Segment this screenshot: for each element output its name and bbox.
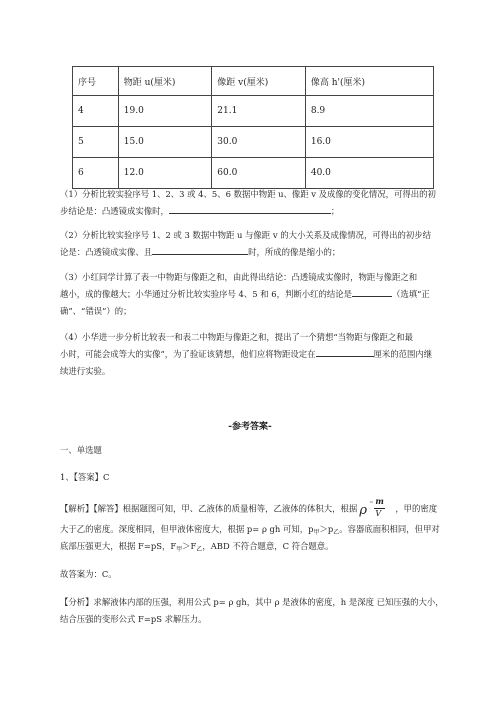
table-cell: 60.0 — [212, 158, 306, 189]
question-text-line — [60, 346, 444, 363]
table-cell: 15.0 — [118, 127, 212, 158]
analysis-text: ，ABD 不符合题意，C 符合题意。 — [202, 541, 334, 551]
question-text: （2）分析比较实验序号 1、2 或 3 数据中物距 u 与像距 v 的大小关系及成像情况，可得出的初步结 — [60, 230, 431, 240]
table-cell: 21.1 — [212, 96, 306, 127]
answer-blank[interactable] — [352, 287, 392, 297]
question-text: 时，所成的像是缩小的； — [248, 247, 341, 257]
table-cell: 4 — [73, 96, 119, 127]
subscript: 乙 — [333, 529, 340, 536]
question-3 — [60, 269, 444, 320]
table-header-cell: 像距 v(厘米) — [212, 67, 306, 96]
fenxi-line: 【分析】求解液体内部的压强，利用公式 p= ρ gh，其中 ρ 是液体的密度，h 是深度 已知压强的大小， — [60, 597, 444, 607]
table-cell: 8.9 — [305, 96, 433, 127]
analysis-line — [60, 498, 437, 520]
table-cell: 19.0 — [118, 96, 212, 127]
table-row — [73, 158, 434, 189]
question-text: 步结论是：凸透镜成实像时， — [60, 206, 169, 216]
analysis-line — [60, 523, 440, 536]
density-formula — [359, 498, 393, 520]
question-text-line — [60, 203, 444, 220]
question-text: （3）小红同学计算了表一中物距与像距之和，由此得出结论：凸透镜成实像时，物距与像距之和 — [60, 272, 418, 282]
table-header-row — [73, 67, 434, 96]
question-text-line — [60, 286, 444, 303]
formula-numerator: m — [375, 496, 384, 506]
formula-equals: = — [369, 500, 374, 506]
table-row — [73, 127, 434, 158]
fenxi-line: 结合压强的变形公式 F=pS 求解压力。 — [60, 614, 207, 624]
question-text: （4）小华进一步分析比较表一和表二中物距与像距之和，提出了一个猜想“当物距与像距之和最 — [60, 332, 413, 342]
question-text: （选填“正 — [391, 289, 430, 299]
analysis-line — [60, 540, 334, 553]
question-text: 论是：凸透镜成实像、且 — [60, 247, 153, 257]
question-text: 厘米的范围内继 — [373, 349, 433, 359]
experiment-data-table — [72, 66, 434, 189]
question-text: 越小，成的像越大；小华通过分析比较实验序号 4、5 和 6，判断小红的结论是 — [60, 289, 352, 299]
analysis-text: 。容器底面积相同，但甲对 — [339, 524, 440, 534]
analysis-text: ＞p — [319, 524, 334, 534]
table-cell: 6 — [73, 158, 119, 189]
subscript: 甲 — [176, 546, 183, 553]
question-1 — [60, 186, 444, 220]
table-row — [73, 96, 434, 127]
analysis-text: ，甲的密度 — [395, 503, 438, 514]
analysis-text: 底部压强更大，根据 F=pS，F — [60, 541, 177, 551]
table-cell: 30.0 — [212, 127, 306, 158]
table-cell: 12.0 — [118, 158, 212, 189]
table-header-cell: 像高 h'(厘米) — [305, 67, 433, 96]
question-text-line — [60, 244, 444, 261]
section-heading: 一、单选题 — [60, 445, 102, 455]
table-header-cell: 序号 — [73, 67, 119, 96]
analysis-text: 【解析】【解答】根据题图可知，甲、乙液体的质量相等，乙液体的体积大，根据 — [60, 503, 358, 514]
subscript: 甲 — [313, 529, 320, 536]
table-cell: 5 — [73, 127, 119, 158]
formula-rho: ρ — [359, 503, 367, 518]
question-2 — [60, 227, 444, 261]
answer-blank[interactable] — [316, 347, 374, 357]
question-text: ； — [330, 206, 340, 216]
analysis-text: 大于乙的密度。深度相同，但甲液体密度大，根据 p= ρ gh 可知，p — [60, 524, 314, 534]
conclusion-text: 故答案为：C。 — [60, 569, 117, 579]
formula-denominator: V — [375, 509, 382, 518]
question-4 — [60, 329, 444, 380]
analysis-text: ＞F — [182, 541, 197, 551]
table-cell: 16.0 — [305, 127, 433, 158]
question-text: 确”、“错误”）的； — [60, 306, 132, 316]
question-text: 小时，可能会成等大的实像”，为了验证该猜想，他们应将物距设定在 — [60, 349, 316, 359]
subscript: 乙 — [196, 546, 203, 553]
answer-key-title: -参考答案- — [228, 422, 272, 432]
answer-blank[interactable] — [169, 204, 331, 214]
question-text: （1）分析比较实验序号 1、2、3 或 4、5、6 数据中物距 u、像距 v 及成像的变化情况，可得出的初 — [60, 189, 436, 199]
table-cell: 40.0 — [305, 158, 433, 189]
answer-item: 1、【答案】C — [60, 472, 110, 482]
answer-blank[interactable] — [152, 245, 248, 255]
question-text: 续进行实验。 — [60, 366, 111, 376]
table-header-cell: 物距 u(厘米) — [118, 67, 212, 96]
